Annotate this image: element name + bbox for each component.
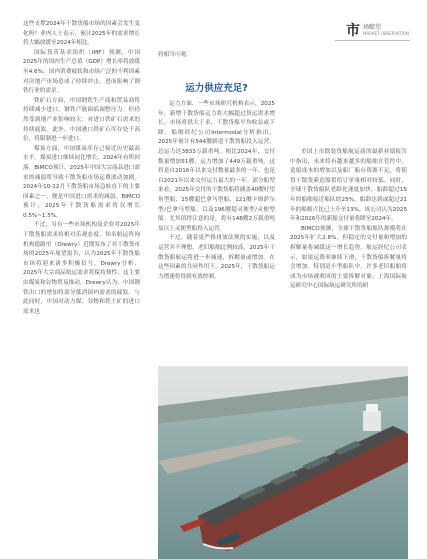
section-tag-sub xyxy=(363,25,409,37)
paragraph: 这些支撑2024年干散货船市场的因素会发生变化吗？业内人士表示，预计2025年的需求增长将大幅放缓至2024年相比。 xyxy=(23,21,140,47)
paragraph: 煤炭方面，中国煤炭库存已接近历史最高水平。煤炭进口继续同比增长，2024年有所回落。BIMCO预计，2025年中国大宗商品进口需求的减弱将导致干散货船市场运费波动加剧。2024年10-12月干散货船市场急转直下的主要因素之一，便是中国进口需求的减弱。BIMCO预计，2025年干散货船需求将仅增长0.5%~1.5%。 xyxy=(23,145,140,219)
column-middle-carryover: 将相当可观。 xyxy=(158,52,192,58)
column-left xyxy=(23,20,140,317)
header-divider xyxy=(335,40,410,41)
paragraph: BIMCO预测，全球干散货船船队规模将在2025年扩大2.8%。但稳定的交付量和增加的拆解量将减缓这一增长趋势。航运经纪公司表示，如果运费率继续下滑，干散货船拆解量将会增加。特别是小型船队中，许多老旧船舶将成为市场被收回的主要拆解对象。上海国际航运研究中心国际航运研究所的研 xyxy=(290,225,407,290)
paragraph: 不过，另有一些市场机构及企业对2025年干散货船需求持相对乐观态度。知名航运咨询机构德路里（Drewry）近期发布了对干散货市场的2025年展望报告，认为2025年干散货船市场将迎来诸多积极信号。Drewry分析，2025年大宗商品航运需求将保持韧性，这主要由煤炭和谷物贸易推动。Drewry认为，中国钢铁出口的增加将部分抵消国内需求的疲软。与此同时，中国对动力煤、谷物和铁土矿的进口需求也 xyxy=(23,222,140,315)
section-heading: 运力供应充足? xyxy=(185,83,248,94)
section-tag-en: MARKET OBSERVATION xyxy=(363,31,409,36)
paragraph: 国际货币基金组织（IMF）预测，中国2025年的国内生产总值（GDP）增长率将放缓至4.6%。国内消费疲软和市场广泛的不利因素对房地产市场造成了持续冲击，进而影响了钢铁行业的需求。 xyxy=(23,49,140,95)
paragraph: 不过，随着更严格排放法规的实施，以及运营并不理想、老旧船舶比例较高，2025年干散货船航运将进一步减速，拆解量或增加。在这些因素的共同作用下，2025年，干散货船运力增速将得到有效控制。 xyxy=(158,235,275,280)
paragraph: 铁矿石方面，中国钢铁生产商和贸易商将持续减少进口，钢铁产能面临调整压力。但仍然受到地产业影响较大。对进口铁矿石需求的持续疲软。此外，中国港口铁矿石库存处于高位，将限制进一步进口。 xyxy=(23,97,140,143)
section-tag xyxy=(346,24,409,38)
section-tag-char: 市 xyxy=(346,23,361,39)
column-middle xyxy=(158,100,275,282)
paragraph: 美国上市散装货船航运商的最新业绩报告中指出，未来将有越来越多的船舶在管控中，造船成本的增加以及船厂船台资源不足，将使得干散货新造船供给订单量相对较低。同时，全球干散货船队老龄化速度加快。船龄超过15年的船舶接近船队的25%，船龄达到或超过21年的船舶占比已上升至13%。该公司认为2025年和2026年的新船交付量将降至2024年。 xyxy=(290,149,407,223)
section-tag-cn: 场瞭望 xyxy=(363,24,382,31)
paragraph: 运力方面，一些市场研究机构表示，2025年，新增干散货船运力将大幅超过货运需求增长，市场将供大于求，干散货船平均收益或下降。船舶经纪公司Intermodal分析指出，2025年预计有544艘新造干散货船投入运营，总运力达3833万载重吨。相比2024年，交付数量增加51艘，运力增加了449万载重吨。这将是自2016年以来交付数量最多的一年。也是自2021年以来交付运力最大的一年。部分船型来看，2025年交付的干散货船将涵盖40艘好望角型船、15艘超巴拿马型船、121艘卡姆萨尔型/巴拿马型船、以及196艘超灵便型/灵便型船。尤其值得注意的是，将有148艘2万载重吨及以上灵便型船投入运营。 xyxy=(158,101,275,232)
column-right xyxy=(290,148,407,292)
dry-bulk-ship-harbor-photo xyxy=(158,366,408,559)
